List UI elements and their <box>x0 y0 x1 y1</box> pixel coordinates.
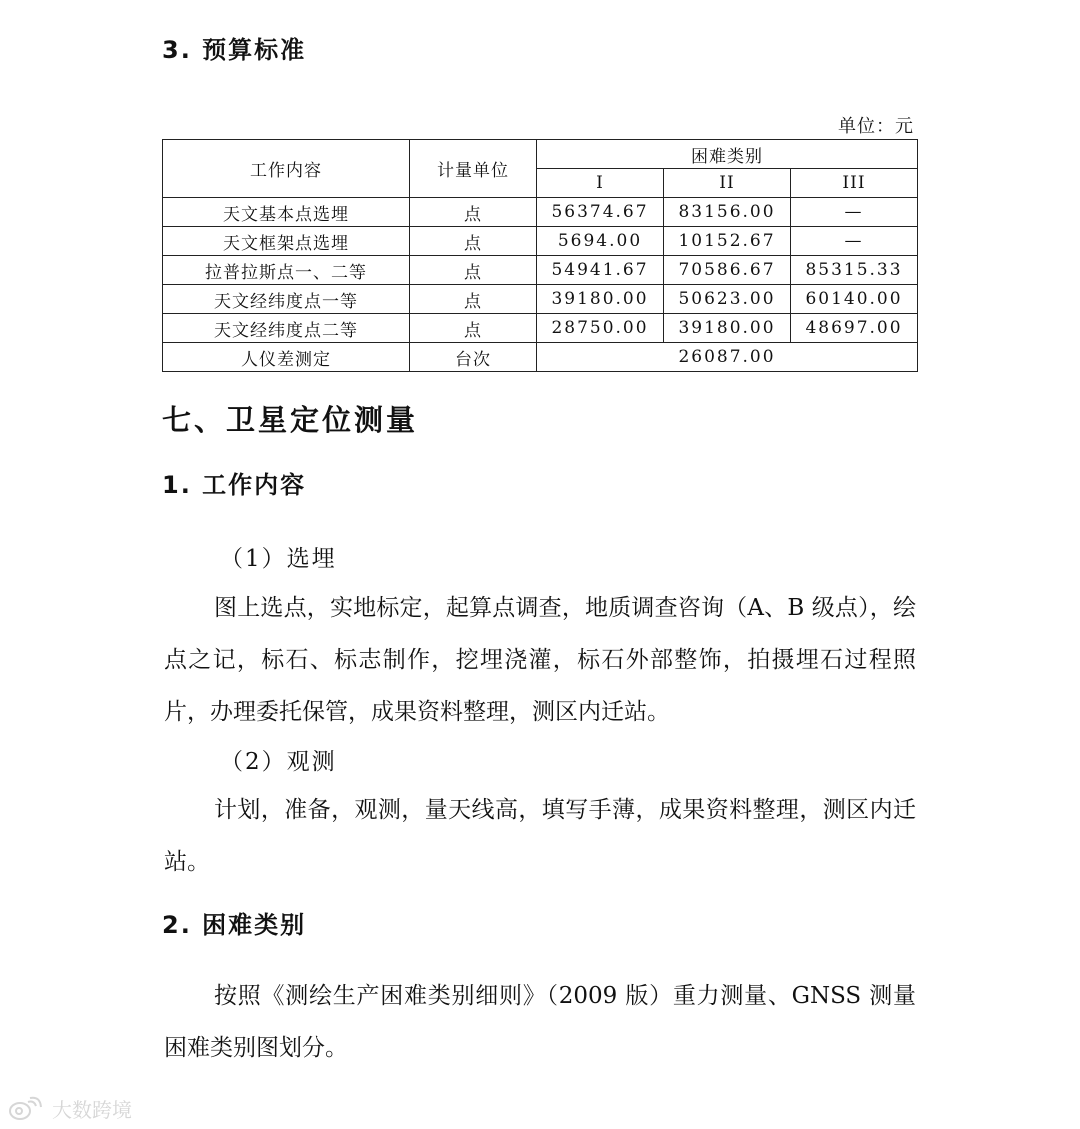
item-2-title: （2）观测 <box>220 749 337 775</box>
header-unit: 计量单位 <box>410 140 537 198</box>
row-item: 天文基本点选埋 <box>163 198 410 227</box>
unit-label: 单位：元 <box>838 116 914 137</box>
row-merged-value: 26087.00 <box>537 343 918 372</box>
row-item: 人仪差测定 <box>163 343 410 372</box>
row-item: 天文框架点选埋 <box>163 227 410 256</box>
row-unit: 台次 <box>410 343 537 372</box>
difficulty-title: 2. 困难类别 <box>162 911 307 939</box>
row-value-3: — <box>791 227 918 256</box>
header-level-2: II <box>664 169 791 198</box>
row-unit: 点 <box>410 227 537 256</box>
header-level-1: I <box>537 169 664 198</box>
table-row <box>163 343 918 372</box>
table-row <box>163 198 918 227</box>
row-value-1: 54941.67 <box>537 256 664 285</box>
row-value-1: 39180.00 <box>537 285 664 314</box>
row-value-3: — <box>791 198 918 227</box>
row-item: 拉普拉斯点一、二等 <box>163 256 410 285</box>
row-value-3: 60140.00 <box>791 285 918 314</box>
header-work-content: 工作内容 <box>163 140 410 198</box>
row-value-2: 70586.67 <box>664 256 791 285</box>
header-level-3: III <box>791 169 918 198</box>
row-value-2: 10152.67 <box>664 227 791 256</box>
table-row <box>163 227 918 256</box>
row-item: 天文经纬度点二等 <box>163 314 410 343</box>
row-value-3: 48697.00 <box>791 314 918 343</box>
row-value-2: 39180.00 <box>664 314 791 343</box>
section-3-title: 3. 预算标准 <box>162 36 307 64</box>
weibo-logo-icon <box>8 1096 48 1122</box>
budget-table <box>162 139 918 372</box>
table-row <box>163 285 918 314</box>
item-1-title: （1）选埋 <box>220 546 337 572</box>
row-value-2: 50623.00 <box>664 285 791 314</box>
row-unit: 点 <box>410 285 537 314</box>
item-1-paragraph: 图上选点，实地标定，起算点调查，地质调查咨询（A、B 级点），绘点之记，标石、标志制作，挖埋浇灌，标石外部整饰，拍摄埋石过程照片，办理委托保管，成果资料整理，测区内迁站。 <box>164 595 916 725</box>
row-unit: 点 <box>410 198 537 227</box>
row-value-2: 83156.00 <box>664 198 791 227</box>
row-value-1: 28750.00 <box>537 314 664 343</box>
section-7-title: 七、卫星定位测量 <box>162 403 419 437</box>
item-2-paragraph: 计划，准备，观测，量天线高，填写手薄，成果资料整理，测区内迁站。 <box>164 797 916 875</box>
row-value-3: 85315.33 <box>791 256 918 285</box>
watermark <box>8 1094 132 1123</box>
row-item: 天文经纬度点一等 <box>163 285 410 314</box>
header-difficulty: 困难类别 <box>537 140 918 169</box>
row-value-1: 5694.00 <box>537 227 664 256</box>
watermark-text: 大数跨境 <box>52 1098 132 1122</box>
row-value-1: 56374.67 <box>537 198 664 227</box>
table-row <box>163 256 918 285</box>
difficulty-paragraph: 按照《测绘生产困难类别细则》（2009 版）重力测量、GNSS 测量困难类别图划分。 <box>164 983 916 1061</box>
table-header-row <box>163 140 918 169</box>
work-content-title: 1. 工作内容 <box>162 471 307 499</box>
row-unit: 点 <box>410 314 537 343</box>
table-row <box>163 314 918 343</box>
row-unit: 点 <box>410 256 537 285</box>
